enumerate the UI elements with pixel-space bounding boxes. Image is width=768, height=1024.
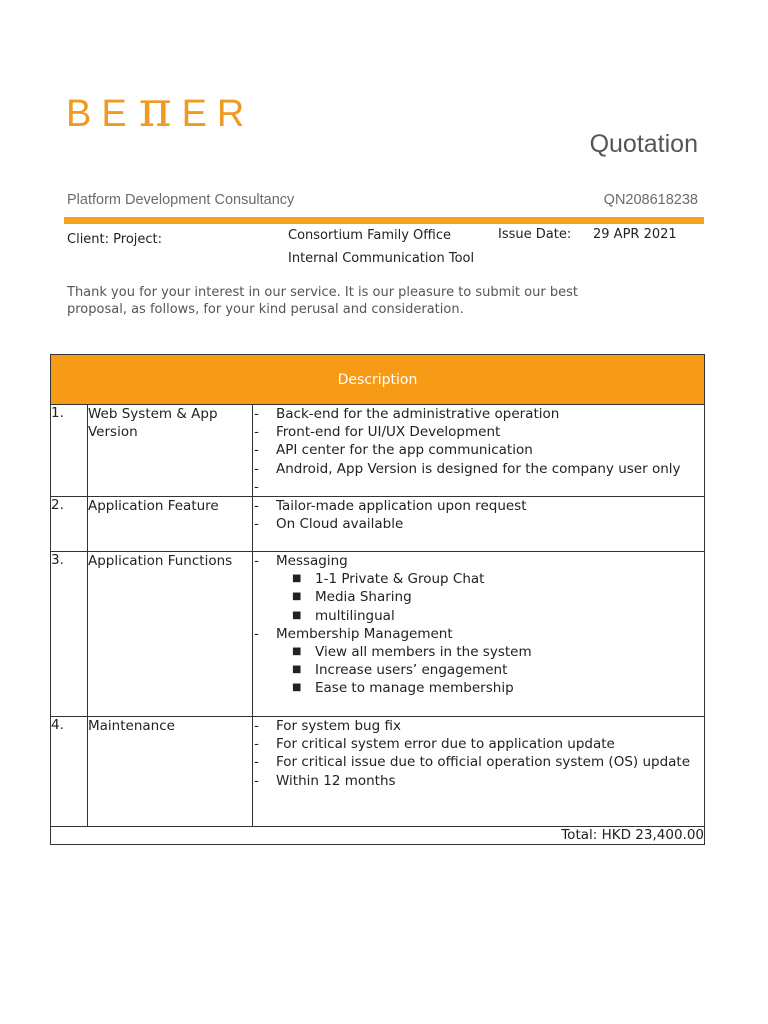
description-group [253, 625, 704, 698]
client-name: Consortium Family Office [288, 228, 451, 243]
total-amount: Total: HKD 23,400.00 [51, 827, 705, 845]
logo-text-start: BE [66, 93, 137, 135]
sub-item: ■ 1-1 Private & Group Chat [288, 570, 704, 588]
group-title: Messaging [276, 553, 348, 570]
table-row [51, 405, 705, 497]
intro-paragraph: Thank you for your interest in our service. It is our pleasure to submit our best proposal, as follows, for your kind perusal and consideration. [67, 285, 578, 317]
table-row [51, 497, 705, 552]
total-row [51, 827, 705, 845]
row-item: Maintenance [88, 717, 253, 827]
group-title: Membership Management [276, 625, 453, 642]
quotation-number: QN208618238 [603, 192, 698, 208]
quotation-table [50, 354, 705, 845]
row-number: 2. [51, 497, 88, 552]
header-divider [64, 217, 704, 224]
logo-pi-symbol: π [138, 80, 172, 138]
row-item: Application Feature [88, 497, 253, 552]
row-number: 3. [51, 552, 88, 717]
sub-item: ■ Ease to manage membership [288, 679, 704, 697]
description-group [253, 552, 704, 625]
sub-item: ■ View all members in the system [288, 643, 704, 661]
table-row [51, 552, 705, 717]
description-line: - For system bug fix [253, 717, 704, 735]
row-item: Web System & App Version [88, 405, 253, 497]
project-name: Internal Communication Tool [288, 251, 475, 266]
document-subtitle: Platform Development Consultancy [67, 192, 295, 208]
sub-item: ■ multilingual [288, 607, 704, 625]
row-item: Application Functions [88, 552, 253, 717]
sub-item: ■ Media Sharing [288, 588, 704, 606]
description-line: - API center for the app communication [253, 441, 704, 459]
issue-date-label: Issue Date: [498, 227, 572, 242]
row-description [253, 552, 705, 717]
row-description [253, 497, 705, 552]
logo-text-end: ER [181, 93, 255, 135]
row-number: 1. [51, 405, 88, 497]
description-line: - On Cloud available [253, 515, 704, 533]
description-line: - Front-end for UI/UX Development [253, 423, 704, 441]
row-number: 4. [51, 717, 88, 827]
row-description [253, 717, 705, 827]
issue-date: 29 APR 2021 [593, 227, 677, 242]
description-line: - Back-end for the administrative operation [253, 405, 704, 423]
description-line: - Android, App Version is designed for the company user only [253, 460, 704, 478]
row-description [253, 405, 705, 497]
description-line: - For critical system error due to application update [253, 735, 704, 753]
table-header-row [51, 355, 705, 405]
table-row [51, 717, 705, 827]
description-header: Description [51, 355, 705, 405]
sub-item: ■ Increase users’ engagement [288, 661, 704, 679]
description-line: - Within 12 months [253, 772, 704, 790]
company-logo [66, 80, 255, 138]
client-project-label: Client: Project: [67, 232, 163, 247]
document-title: Quotation [589, 130, 698, 158]
description-line: - Tailor-made application upon request [253, 497, 704, 515]
description-line [253, 478, 704, 496]
description-line: - For critical issue due to official operation system (OS) update [253, 753, 704, 771]
